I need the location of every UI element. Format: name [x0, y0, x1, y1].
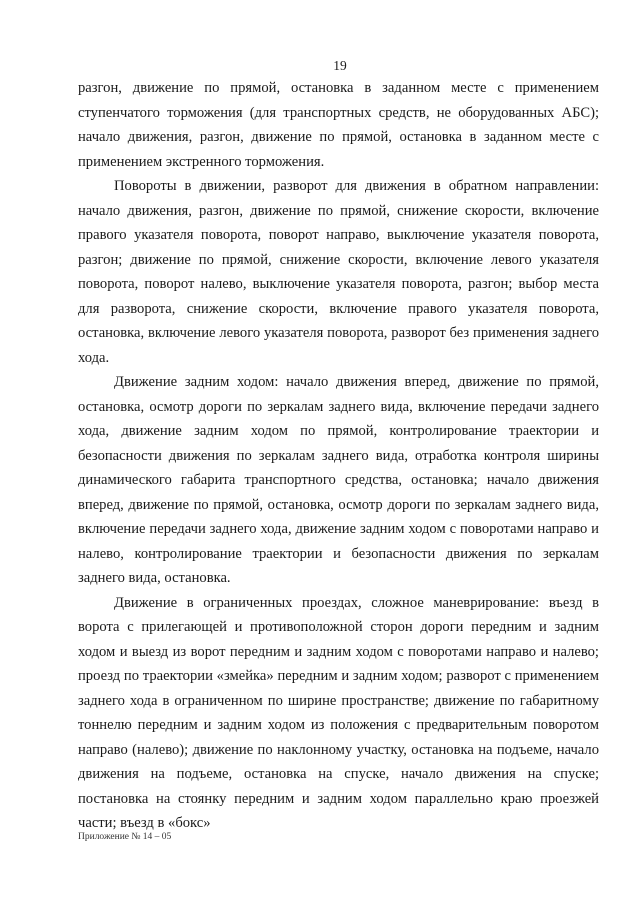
footer-appendix-label: Приложение № 14 – 05: [78, 832, 172, 842]
paragraph-1: разгон, движение по прямой, остановка в заданном месте с применением ступенчатого торможения (для транспортных средств, не оборудованных АБС); начало движения, разгон, движение по прямой, остановка в заданном месте с применением экстренного торможения.: [78, 80, 599, 170]
paragraph-turns: Повороты в движении, разворот для движения в обратном направлении: начало движения, разгон, движение по прямой, снижение скорости, включение правого указателя поворота, поворот направо, выключение указателя поворота, разгон; движение по прямой, снижение скорости, включение левого указателя поворота, поворот налево, выключение указателя поворота, разгон; выбор места для разворота, снижение скорости, включение правого указателя поворота, остановка, включение левого указателя поворота, разворот без применения заднего хода.: [78, 178, 599, 366]
page-number: 19: [333, 58, 347, 73]
paragraph-reverse: Движение задним ходом: начало движения вперед, движение по прямой, остановка, осмотр дороги по зеркалам заднего вида, включение передачи заднего хода, движение задним ходом по прямой, контролирование траектории и безопасности движения по зеркалам заднего вида, отработка контроля ширины динамического габарита транспортного средства, остановка; начало движения вперед, движение по прямой, остановка, осмотр дороги по зеркалам заднего вида, включение передачи заднего хода, движение задним ходом с поворотами направо и налево, контролирование траектории и безопасности движения по зеркалам заднего вида, остановка.: [78, 374, 599, 586]
paragraph-maneuvering: Движение в ограниченных проездах, сложное маневрирование: въезд в ворота с прилегающей и противоположной сторон дороги передним и задним ходом и выезд из ворот передним и задним ходом с поворотами направо и налево; проезд по траектории «змейка» передним и задним ходом; разворот с применением заднего хода в ограниченном по ширине пространстве; движение по габаритному тоннелю передним и задним ходом из положения с предварительным поворотом направо (налево); движение по наклонному участку, остановка на подъеме, начало движения на подъеме, остановка на спуске, начало движения на спуске; постановка на стоянку передним и задним ходом параллельно краю проезжей части; въезд в «бокс»: [78, 594, 599, 831]
body-text: [78, 76, 599, 836]
